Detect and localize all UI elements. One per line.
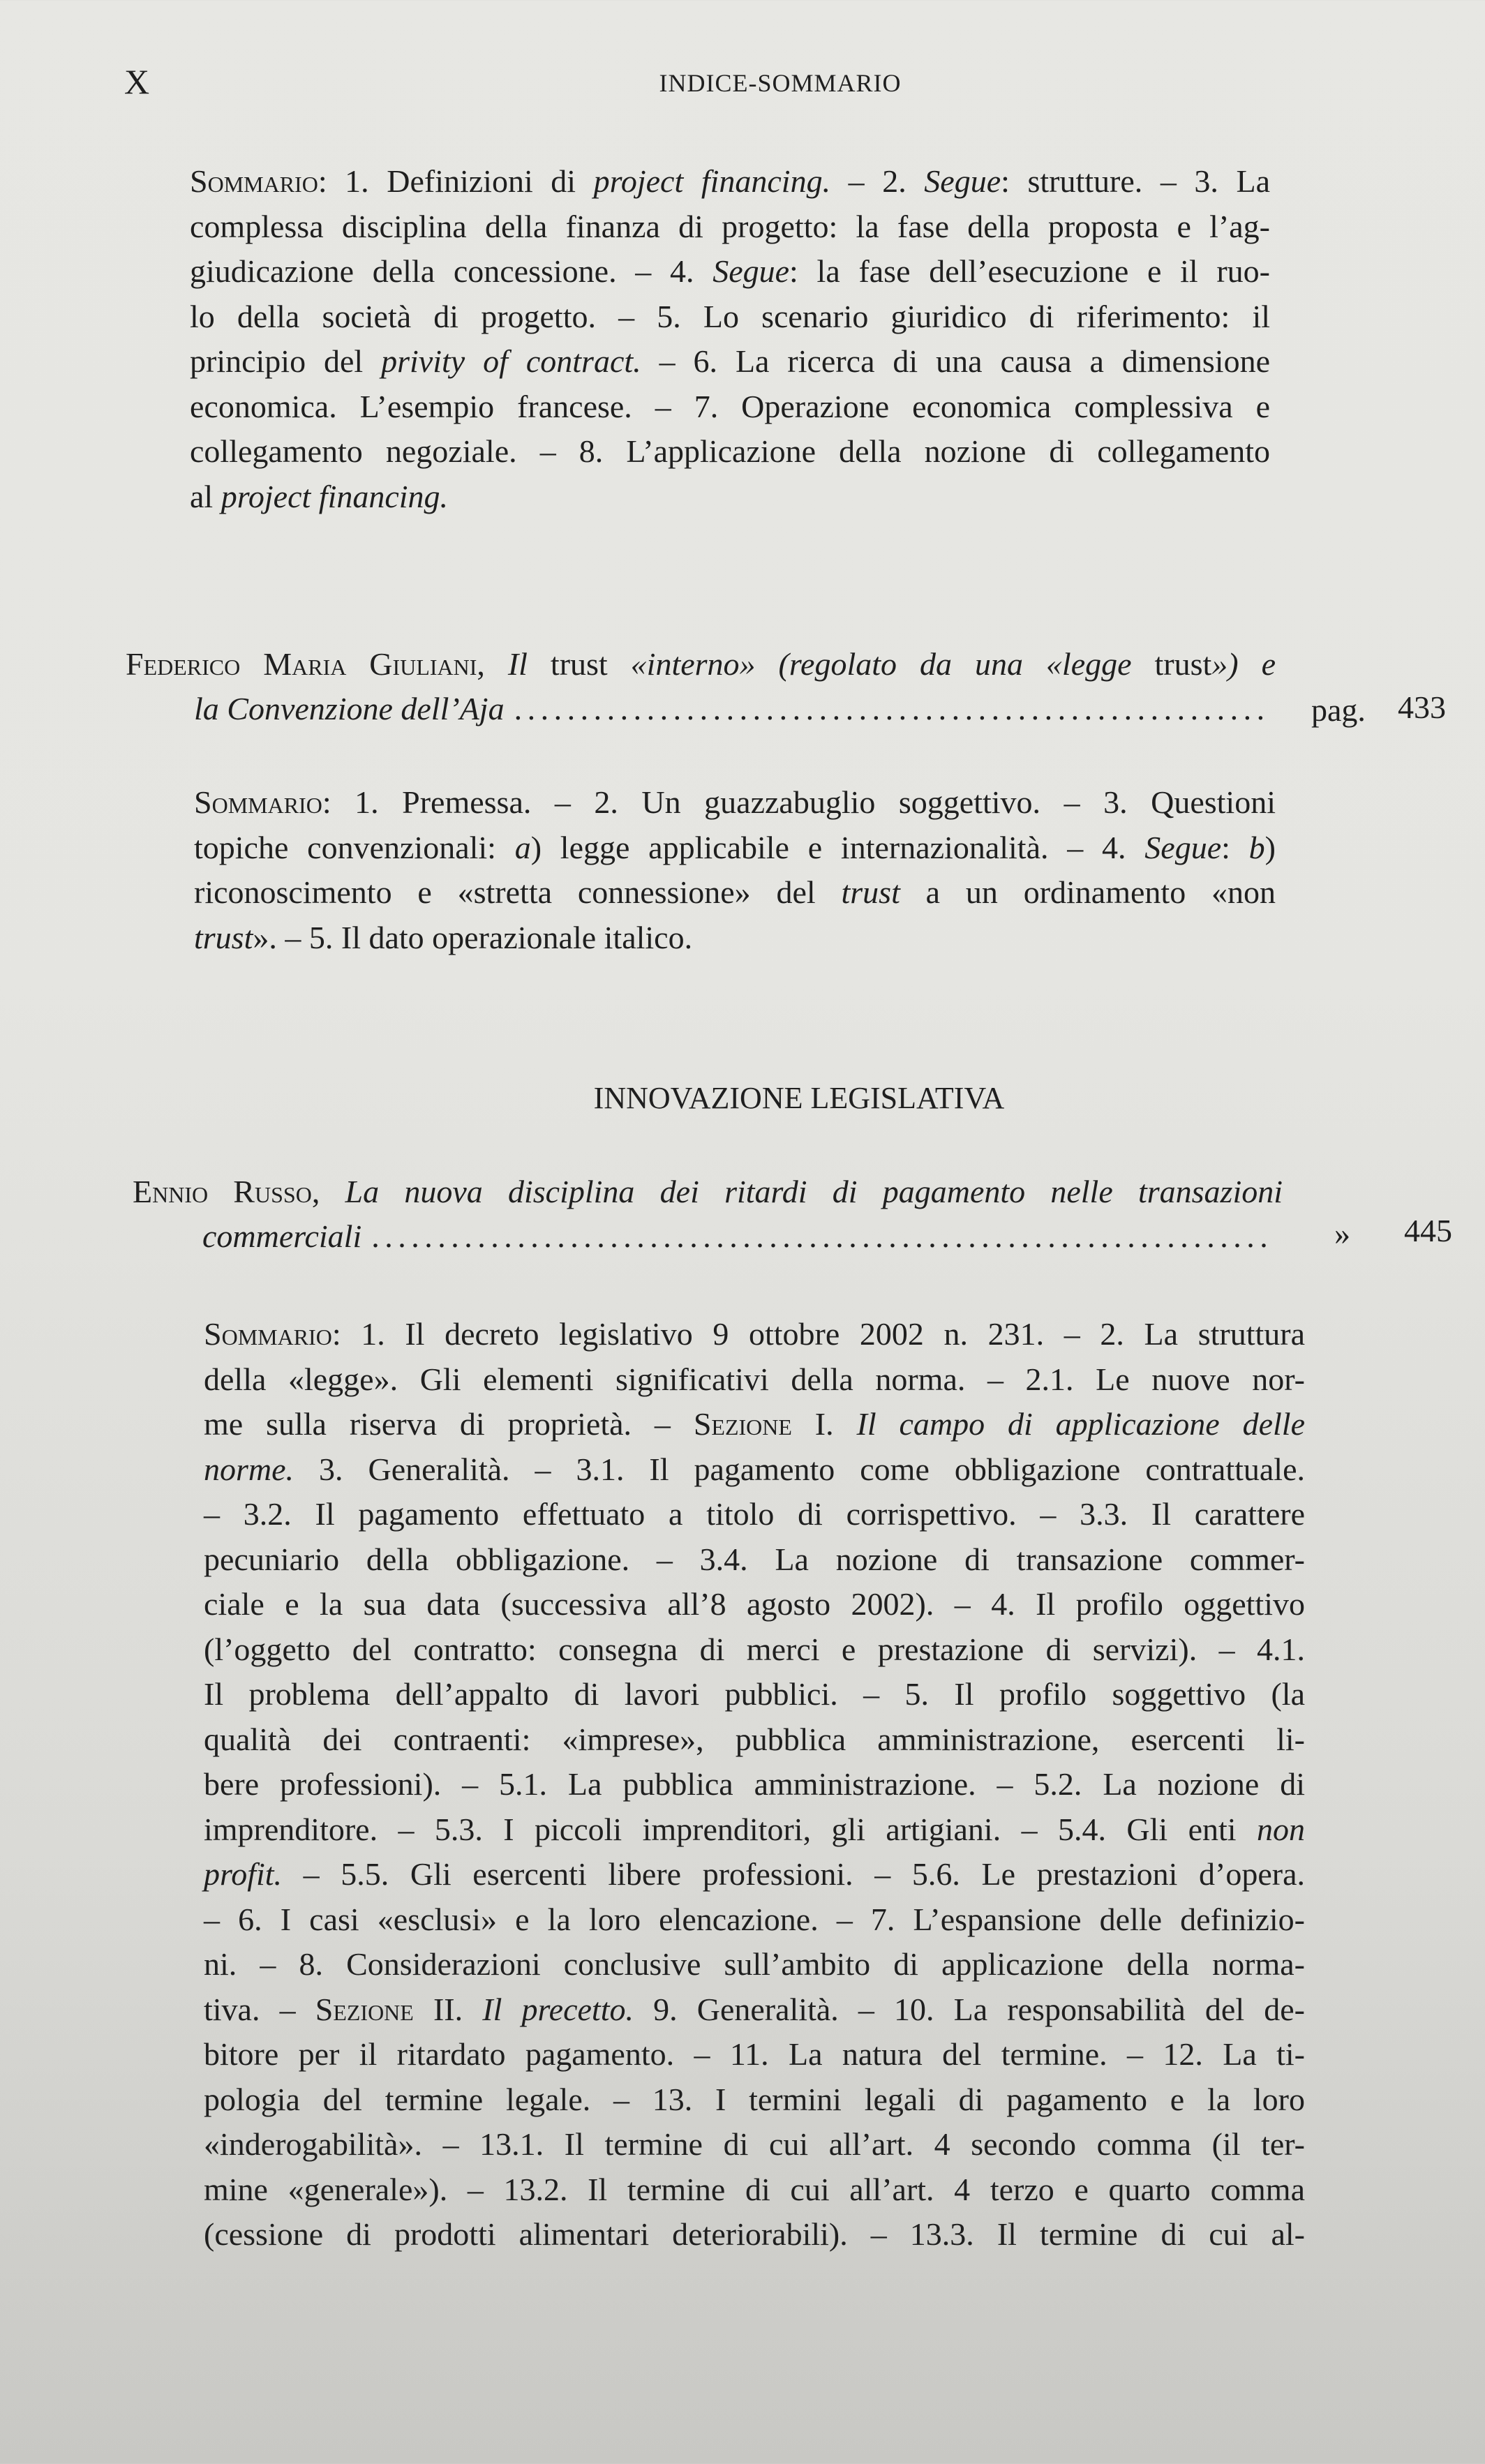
summary-late-payments <box>204 1312 1305 2257</box>
entry-title: La nuova disciplina dei ritardi di pagamento nelle transazioni <box>345 1174 1283 1209</box>
summary-line <box>204 1537 1305 1583</box>
text-run: 3. Generalità. – 3.1. Il pagamento come obbligazione contrattuale. <box>294 1451 1305 1487</box>
text-run: Il precetto. <box>482 1991 634 2027</box>
summary-line <box>204 1357 1305 1403</box>
text-run: b <box>1248 829 1265 865</box>
summary-line <box>204 1942 1305 1987</box>
text-run: a un ordinamento «non <box>900 874 1276 910</box>
summary-line <box>204 1762 1305 1807</box>
text-run: profit. <box>204 1856 283 1892</box>
text-run: norme. <box>204 1451 294 1487</box>
summary-line <box>204 1402 1305 1447</box>
summary-line <box>190 384 1270 430</box>
text-run: trust <box>194 919 253 955</box>
text-run: qualità dei contraenti: «imprese», pubblica amministrazione, esercenti li- <box>204 1721 1305 1757</box>
text-run: lo della società di progetto. – 5. Lo scenario giuridico di riferimento: il <box>190 298 1270 334</box>
text-run: collegamento negoziale. – 8. L’applicazione della nozione di collegamento <box>190 433 1270 469</box>
page-label: » <box>1334 1216 1350 1251</box>
text-run: Il problema dell’appalto di lavori pubblici. – 5. Il profilo soggettivo (la <box>204 1676 1305 1712</box>
page-ref: 433 <box>1398 689 1446 725</box>
text-run: project financing. <box>593 163 831 199</box>
text-run: riconoscimento e «stretta connessione» del <box>194 874 842 910</box>
text-run: imprenditore. – 5.3. I piccoli imprenditori, gli artigiani. – 5.4. Gli enti <box>204 1811 1257 1847</box>
text-run: Segue <box>924 163 1001 199</box>
text-run: ni. – 8. Considerazioni conclusive sull’ambito di applicazione della norma- <box>204 1946 1305 1982</box>
summary-line <box>190 159 1270 204</box>
page-label: pag. <box>1311 692 1366 728</box>
text-run: privity of contract. <box>381 343 641 379</box>
summary-label: Sezione <box>315 1991 414 2027</box>
running-header: INDICE-SOMMARIO <box>659 69 902 97</box>
text-run: al <box>190 478 221 514</box>
text-run: : <box>1221 829 1249 865</box>
text-run: – 2. <box>830 163 925 199</box>
text-run: ) legge applicabile e internazionalità. – 4. <box>530 829 1145 865</box>
text-run: non <box>1257 1811 1305 1847</box>
text-run: «inderogabilità». – 13.1. Il termine di cui all’art. 4 secondo comma (il ter- <box>204 2126 1305 2162</box>
entry-author: Federico Maria Giuliani <box>126 646 477 682</box>
text-run: trust <box>841 874 900 910</box>
entry-title-cont: la Convenzione dell’Aja <box>194 691 505 726</box>
summary-line <box>194 916 1276 961</box>
text-run: Il campo di applicazione delle <box>856 1406 1305 1442</box>
summary-line <box>194 826 1276 871</box>
text-run: topiche convenzionali: <box>194 829 515 865</box>
text-run: : 1. Il decreto legislativo 9 ottobre 2002 n. 231. – 2. La struttura <box>331 1316 1305 1352</box>
comma: , <box>477 646 485 682</box>
summary-line <box>204 1672 1305 1717</box>
text-run: me sulla riserva di proprietà. – <box>204 1406 694 1442</box>
text-run: economica. L’esempio francese. – 7. Operazione economica complessiva e <box>190 388 1270 424</box>
text-run: – 3.2. Il pagamento effettuato a titolo di corrispettivo. – 3.3. Il carattere <box>204 1496 1305 1532</box>
text-run: – 6. La ricerca di una causa a dimensione <box>641 343 1270 379</box>
summary-line <box>194 870 1276 916</box>
summary-line <box>190 294 1270 340</box>
summary-line <box>204 1312 1305 1357</box>
text-run: mine «generale»). – 13.2. Il termine di cui all’art. 4 terzo e quarto comma <box>204 2171 1305 2207</box>
summary-line <box>204 2167 1305 2213</box>
text-run: : 1. Definizioni di <box>318 163 594 199</box>
text-run: complessa disciplina della finanza di progetto: la fase della proposta e l’ag- <box>190 208 1270 244</box>
section-heading: INNOVAZIONE LEGISLATIVA <box>593 1081 1005 1115</box>
summary-line <box>190 249 1270 294</box>
summary-line <box>204 2077 1305 2123</box>
text-run: : 1. Premessa. – 2. Un guazzabuglio soggettivo. – 3. Questioni <box>322 784 1276 820</box>
text-run: Segue <box>712 253 790 289</box>
text-run: ) <box>1264 829 1276 865</box>
entry-title-cont: commerciali <box>202 1218 362 1254</box>
summary-line <box>204 1492 1305 1537</box>
text-run: principio del <box>190 343 382 379</box>
text-run: II. <box>413 1991 483 2027</box>
text-run: bitore per il ritardato pagamento. – 11. La natura del termine. – 12. La ti- <box>204 2036 1305 2072</box>
toc-entry-russo[interactable] <box>133 1170 1452 1259</box>
text-run: della «legge». Gli elementi significativi della norma. – 2.1. Le nuove nor- <box>204 1361 1305 1397</box>
summary-line <box>190 339 1270 384</box>
text-run: giudicazione della concessione. – 4. <box>190 253 713 289</box>
summary-line <box>204 1807 1305 1853</box>
entry-title: «interno» (regolato da una «legge <box>630 646 1132 682</box>
summary-line <box>204 1987 1305 2033</box>
dot-leader <box>514 687 1266 731</box>
text-run: pecuniario della obbligazione. – 3.4. La nozione di transazione commer- <box>204 1541 1305 1577</box>
entry-title: trust <box>1131 646 1212 682</box>
summary-line <box>190 204 1270 250</box>
summary-label: Sommario <box>190 163 318 199</box>
text-run: project financing. <box>221 478 449 514</box>
comma: , <box>311 1174 320 1209</box>
text-run: pologia del termine legale. – 13. I termini legali di pagamento e la loro <box>204 2081 1305 2117</box>
summary-project-financing <box>190 159 1270 519</box>
text-run: (cessione di prodotti alimentari deteriorabili). – 13.3. Il termine di cui al- <box>204 2216 1305 2252</box>
summary-line <box>204 1447 1305 1493</box>
text-run: – 5.5. Gli esercenti libere professioni. – 5.6. Le prestazioni d’opera. <box>282 1856 1305 1892</box>
summary-line <box>194 780 1276 826</box>
summary-trust <box>194 780 1276 960</box>
summary-line <box>190 429 1270 475</box>
text-run: I. <box>791 1406 857 1442</box>
text-run: bere professioni). – 5.1. La pubblica amministrazione. – 5.2. La nozione di <box>204 1766 1305 1802</box>
text-run: ciale e la sua data (successiva all’8 agosto 2002). – 4. Il profilo oggettivo <box>204 1586 1305 1622</box>
summary-label: Sommario <box>204 1316 332 1352</box>
entry-author: Ennio Russo <box>133 1174 312 1209</box>
text-run: – 6. I casi «esclusi» e la loro elencazione. – 7. L’espansione delle definizio- <box>204 1901 1305 1937</box>
summary-line <box>204 1897 1305 1943</box>
entry-title: ») e <box>1211 646 1276 682</box>
entry-title: Il <box>507 646 528 682</box>
entry-title: trust <box>527 646 631 682</box>
summary-line <box>204 2122 1305 2167</box>
summary-line <box>204 1582 1305 1627</box>
text-run: 9. Generalità. – 10. La responsabilità del de- <box>633 1991 1305 2027</box>
summary-line <box>190 475 1270 520</box>
dot-leader <box>371 1214 1273 1259</box>
text-run: tiva. – <box>204 1991 315 2027</box>
text-run: Segue <box>1144 829 1222 865</box>
summary-line <box>204 1627 1305 1673</box>
text-run: a <box>514 829 531 865</box>
summary-label: Sommario <box>194 784 322 820</box>
page-number: X <box>124 62 150 101</box>
text-run: ». – 5. Il dato operazionale italico. <box>253 919 693 955</box>
summary-line <box>204 1852 1305 1897</box>
summary-line <box>204 2032 1305 2077</box>
page-ref: 445 <box>1404 1213 1452 1248</box>
text-run: : strutture. – 3. La <box>1001 163 1270 199</box>
summary-label: Sezione <box>693 1406 792 1442</box>
toc-entry-giuliani[interactable] <box>126 642 1446 731</box>
summary-line <box>204 2212 1305 2257</box>
text-run: : la fase dell’esecuzione e il ruo- <box>789 253 1270 289</box>
text-run: (l’oggetto del contratto: consegna di merci e prestazione di servizi). – 4.1. <box>204 1631 1305 1667</box>
summary-line <box>204 1717 1305 1763</box>
